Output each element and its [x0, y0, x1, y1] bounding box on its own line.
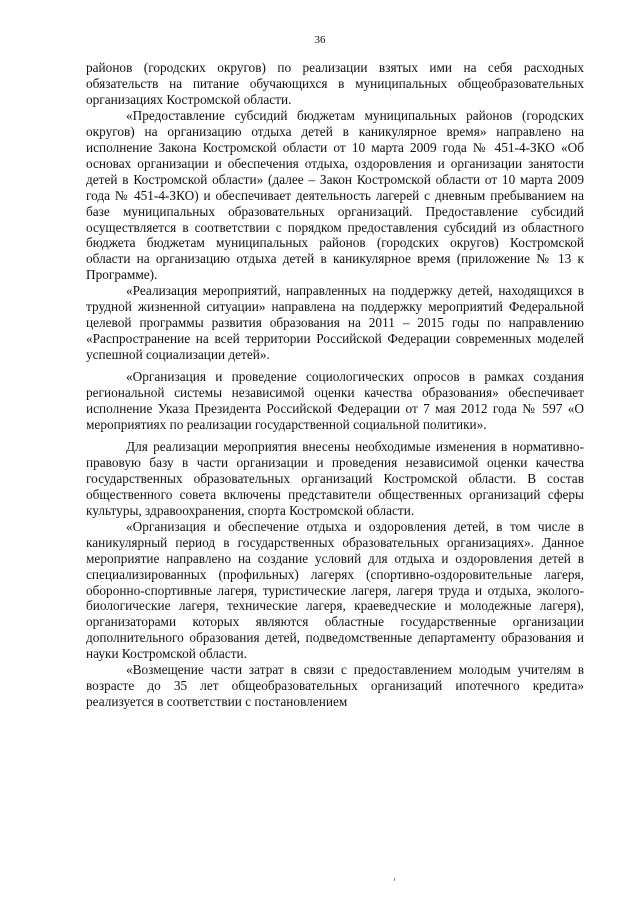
paragraph-sociological-surveys: «Организация и проведение социологических опросов в рамках создания региональной системы независимой оценки качества образования» обеспечивает исполнение Указа Президента Российской Федерации от 7 мая 2012 года № 597 «О мероприятиях по реализации государственной социальной политики». — [86, 369, 584, 432]
paragraph-recreation-organization: «Организация и обеспечение отдыха и оздоровления детей, в том числе в каникулярный период в государственных образовательных организациях». Данное мероприятие направлено на создание условий для отдыха и оздоровления детей в специализированных (профильных) лагерях (спортивно-оздоровительные лагеря, оборонно-спортивные лагеря, туристические лагеря, лагеря труда и отдыха, эколого-биологические лагеря, технические лагеря, краеведческие и молодежные лагеря), организаторами которых являются областные государственные организации дополнительного образования детей, подведомственные департаменту образования и науки Костромской области. — [86, 518, 584, 662]
page-number: 36 — [314, 34, 326, 46]
paragraph-mortgage-compensation: «Возмещение части затрат в связи с предоставлением молодым учителям в возрасте до 35 лет общеобразовательных организаций ипотечного кредита» реализуется в соответствии с постановлением — [86, 662, 584, 710]
scan-artifact-mark — [394, 878, 395, 881]
document-body — [86, 60, 584, 710]
paragraph-regulatory-changes: Для реализации мероприятия внесены необходимые изменения в нормативно-правовую базу в части организации и проведения независимой оценки качества государственных образовательных организаций Костромской области. В состав общественного совета включены представители общественных организаций сферы культуры, здравоохранения, спорта Костромской области. — [86, 438, 584, 518]
paragraph-summer-camp-subsidies: «Предоставление субсидий бюджетам муниципальных районов (городских округов) на организацию отдыха детей в каникулярное время» направлено на исполнение Закона Костромской области от 10 марта 2009 года № 451-4-ЗКО «Об основах организации и обеспечения отдыха, оздоровления и организации занятости детей в Костромской области» (далее – Закон Костромской области от 10 марта 2009 года № 451-4-ЗКО) и обеспечивает деятельность лагерей с дневным пребыванием на базе муниципальных образовательных организаций. Предоставление субсидий осуществляется в соответствии с порядком предоставления субсидий из областного бюджета бюджетам муниципальных районов (городских округов) Костромской области на организацию отдыха детей в каникулярное время (приложение № 13 к Программе). — [86, 107, 584, 283]
paragraph-children-support: «Реализация мероприятий, направленных на поддержку детей, находящихся в трудной жизненной ситуации» направлена на поддержку мероприятий Федеральной целевой программы развития образования на 2011 – 2015 годы по направлению «Распространение на всей территории Российской Федерации современных моделей успешной социализации детей». — [86, 283, 584, 363]
paragraph-continuation: районов (городских округов) по реализации взятых ими на себя расходных обязательств на питание обучающихся в муниципальных общеобразовательных организациях Костромской области. — [86, 60, 584, 107]
